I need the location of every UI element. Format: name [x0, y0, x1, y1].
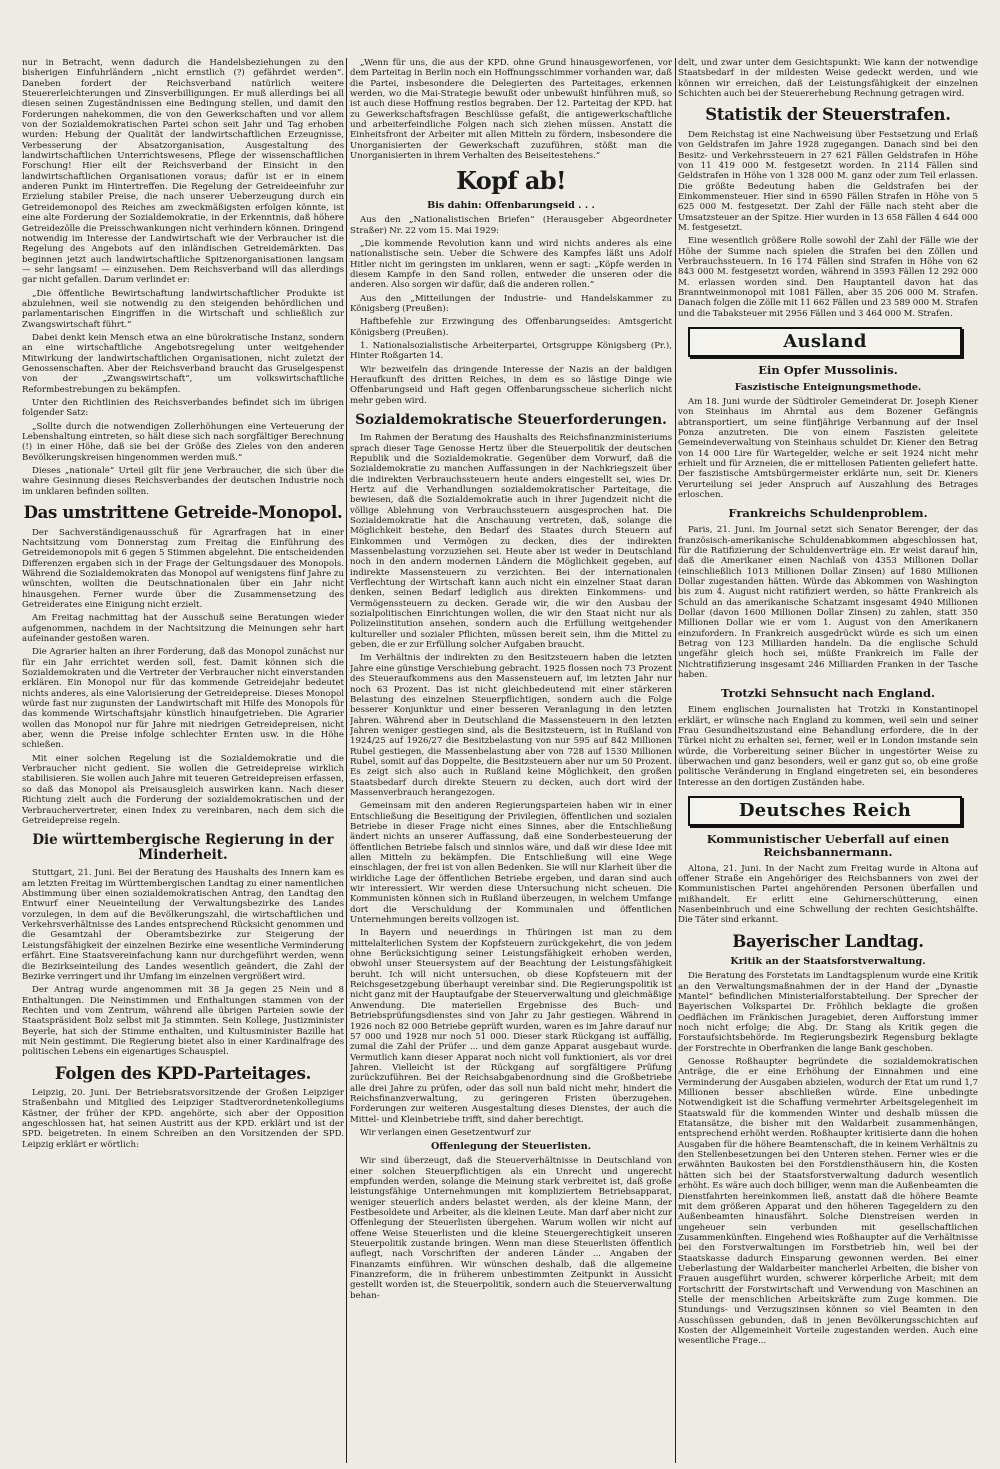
paragraph: In Bayern und neuerdings in Thüringen ist man zu dem mittelalterlichen System der Kopfsteuern zurückgekehrt, die von jedem ohne Berücksichtigung seiner Leistungsfähigkeit erhoben werden, obwohl unser Steuersystem auf der Beachtung der Leistungsfähigkeit beruht. Ich will nicht untersuchen, ob diese Kopfsteuern mit der Reichsgesetzgebung überhaupt vereinbar sind. Die Regierungspolitik ist nicht ganz mit der Hauptaufgabe der Steuerverwaltung und gleichmäßige Anwendung. Die materiellen Ergebnisse des Buch- und Betriebsprüfungsdienstes sind von Jahr zu Jahr gestiegen. Während in 1926 noch 82 000 Betriebe geprüft wurden, waren es im Jahre darauf nur 57 000 und 1928 nur noch 51 000. Dieser stark Rückgang ist auffällig, zumal die Zahl der Prüfer ... und dem ganze Apparat ausgebaut wurde. Vermutlich kann dieser Apparat noch nicht voll funktioniert, als vor drei Jahren. Vielleicht ist der Rückgang auf sorgfältigere Prüfung zurückzuführen. Bei der Reichsabgabenordnung sind die Großbetriebe alle drei Jahre zu prüfen, oder das soll nun bald nicht mehr, hindert die Reichsfinanzverwaltung, zu geringeren Fristen überzugehen. Forderungen zur weiteren Ausgestaltung dieses Dienstes, der auch die Mittel- und Kleinbetriebe trifft, sind daher berechtigt. — [350, 928, 672, 1125]
paragraph: delt, und zwar unter dem Gesichtspunkt: Wie kann der notwendige Staatsbedarf in der mildesten Weise gedeckt werden, und wie können wir erreichen, daß der Leistungsfähigkeit der einzelnen Schichten auch bei der Steuererhebung Rechnung getragen wird. — [678, 58, 978, 100]
headline-bayerischer-landtag: Bayerischer Landtag. — [732, 931, 924, 951]
headline-kopf-ab: Kopf ab! — [456, 166, 566, 196]
paragraph: Der Antrag wurde angenommen mit 38 Ja gegen 25 Nein und 8 Enthaltungen. Die Neinstimmen und Enthaltungen stammen von der Rechten und vom Zentrum, während alle übrigen Parteien sowie der Staatspräsident Bolz selbst mit Ja stimmten. Sein Kollege, Justizminister Beyerle, hat sich der Stimme enthalten, und Kultusminister Bazille hat mit Nein gestimmt. Die Regierung bietet also in einer Kardinalfrage des politischen Lebens ein eigenartiges Schauspiel. — [22, 985, 344, 1058]
section-box-deutsches-reich: Deutsches Reich — [688, 796, 962, 826]
headline-mussolini: Ein Opfer Mussolinis. — [758, 363, 898, 378]
paragraph: Wir bezweifeln das dringende Interesse der Nazis an der baldigen Heraufkunft des dritten Reiches, in dem es so lästige Dinge wie Offenbarungseid und Haft gegen Offenbarungsscheue sicherlich nicht mehr geben wird. — [350, 364, 672, 406]
column-rule — [346, 58, 347, 1463]
paragraph: Im Rahmen der Beratung des Haushalts des Reichsfinanzministeriums sprach dieser Tage Genosse Hertz über die Steuerpolitik der deutschen Republik und die Sozialdemokratie. Gegenüber dem Vorwurf, daß die Sozialdemokratie zu manchen Auffassungen in der Nachkriegszeit über die indirekten Verbrauchssteuern heute anders eingestellt sei, wies Dr. Hertz auf die Verhandlungen sozialdemokratischer Parteitage, die bewiesen, daß die Sozialdemokratie auch in ihrer Jugendzeit nicht die völlige Ablehnung von Verbrauchssteuern ausgesprochen hat. Die Sozialdemokratie hat die Anschauung vertreten, daß, solange die Möglichkeit bestehe, den Bedarf des Staates durch Steuern auf Einkommen und Vermögen zu decken, dies der indirekten Massenbelastung vorzuziehen sei. Heute aber ist weder in Deutschland noch in den andern modernen Ländern die Möglichkeit gegeben, auf indirekte Massensteuern zu verzichten. Bei der internationalen Verflechtung der Wirtschaft kann auch nicht ein einzelner Staat daran denken, seinen Bedarf lediglich aus direkten Einkommens- und Vermögenssteuern zu decken. Gerade wir, die wir den Ausbau der sozialpolitischen Einrichtungen wollen, die wir den Staat nicht nur als Polizeiinstitution ansehen, sondern auch die Erfüllung weitgehender kultureller und sozialer Pflichten, müssen bereit sein, ihm die Mittel zu geben, die er zur Erfüllung solcher Aufgaben braucht. — [350, 433, 672, 651]
paragraph: Die Agrarier halten an ihrer Forderung, daß das Monopol zunächst nur für ein Jahr errichtet werden soll, fest. Damit können sich die Sozialdemokraten und die Vertreter der Verbraucher nicht einverstanden erklären. Ein Monopol nur für das kommende Getreidejahr bedeutet nichts anderes, als eine Valorisierung der Getreidepreise. Dieses Monopol würde fast nur zugunsten der Landwirtschaft mit Hilfe des Monopols für das kommende Wirtschaftsjahr künstlich hinaufgetrieben. Die Agrarier wollen das Monopol nur für Jahre mit niedrigen Getreidepreisen, nicht aber, wenn die Preise infolge schlechter Ernten usw. in die Höhe schießen. — [22, 647, 344, 751]
paragraph: Wir sind überzeugt, daß die Steuerverhältnisse in Deutschland von einer solchen Steuerpflichtigen als ein Unrecht und ungerecht empfunden werden, solange die Meinung stark verbreitet ist, daß große leistungsfähige Unternehmungen mit kompliziertem Betriebsapparat, weniger steuerlich anders belastet werden, als der kleine Mann, der Festbesoldete und Arbeiter, als die kleinen Leute. Man darf aber nicht zur Offenlegung der Steuerlisten übergehen. Warum wollen wir nicht auf offene Weise Steuerlisten und die kleine Steuergerechtigkeit unseren Steuerpolitik zustande bringen. Wenn man diese Steuerlisten öffentlich auflegt, nach Vorschriften der anderen Länder ... Angaben der Finanzamts einführen. Wir wünschen deshalb, daß die allgemeine Finanzreform, die in früherem unbestimmten Zeitpunkt in Aussicht gestellt worden ist, die Steuerpolitik, sondern auch die Steuerverwaltung behan- — [350, 1156, 672, 1301]
paragraph: Die Beratung des Forstetats im Landtagsplenum wurde eine Kritik an den Verwaltungsmaßnahmen der in der Hand der „Dynastie Mantel“ befindlichen Ministerialforstabteilung. Der Sprecher der Bayerischen Volkspartei Dr. Fröhlich beklagte die großen Oedflächen im Fränkischen Juragebiet, deren Aufforstung immer noch nicht erfolge; die Abg. Dr. Stang als Kritik gegen die Forstaufsichtsbehörde. Im Regierungsbezirk Regensburg beklagte der Forstrechte in Oberfranken die lange Bank geschoben. — [678, 971, 978, 1054]
paragraph: Dieses „nationale“ Urteil gilt für jene Verbraucher, die sich über die wahre Gesinnung dieses Reichsverbandes der deutschen Industrie noch im unklaren befinden sollten. — [22, 466, 344, 497]
subheadline-steuerlisten: Offenlegung der Steuerlisten. — [430, 1141, 592, 1153]
quote: „Sollte durch die notwendigen Zollerhöhungen eine Verteuerung der Lebenshaltung eintreten, so hält diese sich nach sorgfältiger Berechnung (!) in einer Höhe, daß sie bei der Größe des Zieles von den anderen Bevölkerungskreisen hingenommen werden muß.“ — [22, 421, 344, 463]
quote: „Die kommende Revolution kann und wird nichts anderes als eine nationalistische sein. Ueber die Schwere des Kampfes läßt uns Adolf Hitler nicht im geringsten im unklaren, wenn er sagt: „Köpfe werden in diesem Kampfe in den Sand rollen, entweder die unseren oder die anderen. Also sorgen wir dafür, daß die anderen rollen.“ — [350, 239, 672, 291]
paragraph: 1. Nationalsozialistische Arbeiterpartei, Ortsgruppe Königsberg (Pr.), Hinter Roßgarten 14. — [350, 341, 672, 362]
headline-steuerstrafen: Statistik der Steuerstrafen. — [705, 105, 951, 125]
paragraph: Leipzig, 20. Juni. Der Betriebsratsvorsitzende der Großen Leipziger Straßenbahn und Mitglied des Leipziger Stadtverordnetenkollegiums Kästner, der früher der KPD. angehörte, sich aber der Opposition angeschlossen hat, hat seinen Austritt aus der KPD. erklärt und ist der SPD. beigetreten. In einem Schreiben an den Vorsitzenden der SPD. Leipzig erklärt er wörtlich: — [22, 1088, 344, 1150]
paragraph: Am Freitag nachmittag hat der Ausschuß seine Beratungen wieder aufgenommen, nachdem in der Nachtsitzung die Meinungen sehr hart aufeinander gestoßen waren. — [22, 613, 344, 644]
quote: „Wenn für uns, die aus der KPD. ohne Grund hinausgeworfenen, vor dem Parteitag in Berlin noch ein Hoffnungsschimmer vorhanden war, daß die Partei, insbesondere die Delegierten des Parteitages, erkennen werden, wo die Mai-Strategie bewußt oder unbewußt hinführen muß, so ist auch diese Hoffnung restlos begraben. Der 12. Parteitag der KPD. hat zu Gewerkschaftsfragen Beschlüsse gefaßt, die antigewerkschaftliche und arbeiterfeindliche Folgen nach sich ziehen müssen. Anstatt die Einheitsfront der Arbeiter mit allen Mitteln zu fördern, insbesondere die Unorganisierten der Gewerkschaft zuzuführen, stößt man die Unorganisierten in ihrem Verhalten des Beiseitestehens.“ — [350, 58, 672, 162]
column-right — [678, 58, 978, 1460]
paragraph: Dabei denkt kein Mensch etwa an eine bürokratische Instanz, sondern an eine wirtschaftliche Angebotsregelung unter weitgehender Mitwirkung der landwirtschaftlichen Organisationen, nicht zuletzt der Genossenschaften. Aber der Reichsverband braucht das Gruselgespenst von der „Zwangswirtschaft“, um volkswirtschaftliche Reformbestrebungen zu bekämpfen. — [22, 332, 344, 395]
column-middle — [350, 58, 672, 1460]
headline-getreide-monopol: Das umstrittene Getreide-Monopol. — [23, 503, 343, 523]
paragraph: Gemeinsam mit den anderen Regierungsparteien haben wir in einer Entschließung die Beseitigung der Privilegien, öffentlichen und sozialen Betriebe in dieser Frage nicht eines Sinnes, aber die Entschließung ändert nichts an unserer Auffassung, daß eine Sonderbesteuerung der öffentlichen Betriebe falsch und sinnlos wäre, und daß wir diese Idee mit allen Mitteln zu bekämpfen. Die Entschließung will eine Wege einschlagen, der frei ist von allen Bedenken. Sie will nur Klarheit über die wirkliche Lage der öffentlichen Betriebe ergeben, und daran sind auch wir interessiert. Wir werden diese Untersuchung nicht scheuen. Die Kommunisten können sich in Rußland überzeugen, in welchem Umfange dort die Verschuldung der Kommunalen und öffentlichen Unternehmungen bereits vollzogen ist. — [350, 801, 672, 926]
paragraph: Einem englischen Journalisten hat Trotzki in Konstantinopel erklärt, er wünsche nach England zu kommen, weil sein und seiner Frau Gesundheitszustand eine Behandlung erfordere, die in der Türkei nicht zu erhalten sei, ferner, weil er in London imstande sein würde, die Vorbereitung seiner Bücher in ungestörter Weise zu überwachen und ganz besonders, weil er ganz gut so, ob eine große politische Veränderung in England eingetreten sei, ein besonderes Interesse an den dortigen Zuständen habe. — [678, 705, 978, 788]
subheadline-offenbarungseid: Bis dahin: Offenbarungseid . . . — [427, 200, 595, 212]
headline-reichsbanner: Kommunistischer Ueberfall auf einen Reichsbannermann. — [706, 832, 950, 859]
paragraph: Wir verlangen einen Gesetzentwurf zur — [360, 1127, 531, 1138]
headline-frankreich: Frankreichs Schuldenproblem. — [728, 506, 928, 521]
section-box-ausland: Ausland — [688, 327, 962, 357]
paragraph: Unter den Richtlinien des Reichsverbandes befindet sich im übrigen folgender Satz: — [22, 398, 344, 419]
subheadline-forstverwaltung: Kritik an der Staatsforstverwaltung. — [730, 956, 926, 968]
paragraph: Genosse Roßhaupter begründete die sozialdemokratischen Anträge, die er eine Erhöhung der Einnahmen und eine Verminderung der Ausgaben abzielen, wodurch der Etat um rund 1,7 Millionen besser abschließen würde. Eine unbedingte Notwendigkeit ist die Schaffung vermehrter Arbeitsgelegenheit im Staatswald für die kommenden Winter und deshalb müssen die Etatansätze, die bisher mit den Waldarbeit zusammenhängen, entsprechend erhöht werden. Roßhaupter kritisierte dann die hohen Ausgaben für die höhere Beamtenschaft, die in keinem Verhältnis zu den Stellenbesetzungen bei den Unteren stehen. Ferner wies er die erwähnten Baukosten bei den Forstdiensthäusern hin, die Kosten hätten sich bei der Staatsforstverwaltung dadurch wesentlich erhöht. Es wäre auch doch billiger, wenn man die Außenbeamten die Dienstfahrten hereinkommen ließ, anstatt daß die höhere Beamte mit dem größeren Apparat und den höheren Tagegeldern zu den Außenbeamten hinausfährt. Solche Dienstreisen werden in ungeheuer sein verbunden mit gesellschaftlichen Zusammenkünften. Eingehend wies Roßhaupter auf die Verhältnisse bei den Forstverwaltungen im Forstbetrieb hin, weil bei der Staatskasse dadurch Einsparung gewonnen werden. Bei einer Ueberlastung der Waldarbeiter mancherlei Arbeiten, die bisher von Frauen ausgeführt wurden, schwerer körperliche Arbeit; mit dem Fortschritt der Forstwirtschaft und Verwendung von Maschinen an Stelle der menschlichen Arbeitskräfte zum Zuge kommen. Die Stundungs- und Verzugszinsen können so viel Beamten in den Ausschüssen gebunden, daß in jenen Bevölkerungsschichten auf Kosten der Allgemeinheit Vorteile zugestanden werden. Auch eine wesentliche Frage... — [678, 1057, 978, 1347]
headline-steuerforderungen: Sozialdemokratische Steuerforderungen. — [355, 412, 667, 429]
subheadline-enteignung: Faszistische Enteignungsmethode. — [734, 381, 922, 393]
headline-trotzki: Trotzki Sehnsucht nach England. — [720, 686, 936, 701]
paragraph: Der Sachverständigenausschuß für Agrarfragen hat in einer Nachtsitzung vom Donnerstag zum Freitag die Einführung des Getreidemonopols mit 6 gegen 5 Stimmen abgelehnt. Die entscheidenden Differenzen ergaben sich in der Frage der Geltungsdauer des Monopols. Während die Sozialdemokraten das Monopol auf wenigstens fünf Jahre zu wünschten, wollten die Deutschnationalen über ein Jahr nicht hinausgehen. Ferner wurde über die Zusammensetzung des Getreiderates eine Einigung nicht erzielt. — [22, 527, 344, 610]
column-left — [22, 58, 344, 1460]
paragraph: Haftbefehle zur Erzwingung des Offenbarungseides: Amtsgericht Königsberg (Preußen). — [350, 317, 672, 338]
paragraph: Am 18. Juni wurde der Südtiroler Gemeinderat Dr. Joseph Kiener von Steinhaus im Ahrntal aus dem Bozener Gefängnis abtransportiert, um seine fünfjährige Verbannung auf der Insel Ponza anzutreten. Die von einem Faszisten geleitete Gemeindeverwaltung von Steinhaus schuldet Dr. Kiener den Betrag von 14 000 Lire für Wartegelder, welche er seit 1924 nicht mehr erhielt und für Arzneien, die er mittellosen Patienten geliefert hatte. Der faszistische Amtsbürgermeister erklärte nun, seit Dr. Kieners Verurteilung sei jeder Anspruch auf Auszahlung des Betrages erloschen. — [678, 396, 978, 500]
paragraph: Aus den „Mitteilungen der Industrie- und Handelskammer zu Königsberg (Preußen): — [350, 293, 672, 315]
paragraph: Altona, 21. Juni. In der Nacht zum Freitag wurde in Altona auf offener Straße ein Angehöriger des Reichsbanners von zwei der Kommunistischen Partei angehörenden Personen überfallen und mißhandelt. Er erlitt eine Gehirnerschütterung, einen Nasenbeinbruch und eine Schwellung der rechten Gesichtshälfte. Die Täter sind erkannt. — [678, 863, 978, 926]
paragraph: Dem Reichstag ist eine Nachweisung über Festsetzung und Erlaß von Geldstrafen im Jahre 1928 zugegangen. Danach sind bei den Besitz- und Verkehrssteuern in 27 621 Fällen Geldstrafen in Höhe von 11 419 000 M. festgesetzt worden. In 2114 Fällen sind Geldstrafen in Höhe von 1 328 000 M. ganz oder zum Teil erlassen. Die größte Bedeutung haben die Geldstrafen bei der Einkommensteuer. Hier sind in 6590 Fällen Strafen in Höhe von 5 625 000 M. festgesetzt. Der Zahl der Fälle nach steht aber die Umsatzsteuer an der Spitze. Hier wurden in 13 658 Fällen 4 644 000 M. festgesetzt. — [678, 129, 978, 233]
paragraph: nur in Betracht, wenn dadurch die Handelsbeziehungen zu den bisherigen Einfuhrländern „nicht ernstlich (?) gefährdet werden“. Daneben fordert der Reichsverband natürlich weitere Steuererleichterungen und Zinsverbilligungen. Er muß allerdings bei all diesen seinen Zugeständnissen eine Bedingung stellen, und damit den Forderungen nahekommen, die von den Gewerkschaften und vor allem von der Sozialdemokratischen Partei schon seit Jahr und Tag erhoben wurden: Hebung der Qualität der landwirtschaftlichen Erzeugnisse, Verbesserung der Absatzorganisation, Ausgestaltung des landwirtschaftlichen Unterrichtswesens, Pflege der wissenschaftlichen Forschung! Hier eilt der Reichsverband der Einsicht in den landwirtschaftlichen Organisationen voraus; dafür ist er in einem anderen Punkt im Hintertreffen. Die Regelung der Getreideeinfuhr zur Erzielung stabiler Preise, die nach unserer Ueberzeugung durch ein Getreidemonopol des Reiches am zweckmäßigsten erfolgen könnte, ist eine alte Forderung der Sozialdemokratie, in der Erkenntnis, daß höhere Getreidezölle die Preisschwankungen nicht verhindern können. Dringend notwendig im Interesse der Landwirtschaft wie der Verbraucher ist die Regelung des Angebots auf den inländischen Getreidemärkten. Das beginnen jetzt auch landwirtschaftliche Spitzenorganisationen langsam — sehr langsam! — einzusehen. Dem Reichsverband will das allerdings gar nicht gefallen. Darum verlindet er: — [22, 58, 344, 286]
quote: „Die öffentliche Bewirtschaftung landwirtschaftlicher Produkte ist abzulehnen, weil sie notwendig zu den steigenden behördlichen und parlamentarischen Eingriffen in die Wirtschaft und schließlich zur Zwangswirtschaft führt.“ — [22, 288, 344, 330]
paragraph: Stuttgart, 21. Juni. Bei der Beratung des Haushalts des Innern kam es am letzten Freitag im Württembergischen Landtag zu einer namentlichen Abstimmung über einen sozialdemokratischen Antrag, den Landtag den Entwurf einer Neueinteilung der Verwaltungsbezirke des Landes vorzulegen, in dem auf die Bevölkerungszahl, die wirtschaftlichen und Verkehrsverhältnisse des Landes entsprechend Rücksicht genommen und die Gesamtzahl der Oberamtsbezirke zur Steigerung der Leistungsfähigkeit der einzelnen Bezirke eine wesentliche Verminderung erfährt. Eine Staatsvereinfachung kann nur durchgeführt werden, wenn die Bezirkseinteilung des Landes wesentlich geändert, die Zahl der Bezirke verringert und ihr Umfang im einzelnen vergrößert wird. — [22, 868, 344, 982]
column-rule — [675, 58, 676, 1463]
paragraph: Mit einer solchen Regelung ist die Sozialdemokratie und die Verbraucher nicht gedient. Sie wollen die Getreidepreise wirklich stabilisieren. Sie wollen auch Jahre mit teueren Getreidepreisen erfassen, so daß das Monopol als Preisausgleich auswirken kann. Nach dieser Richtung zielt auch die Forderung der sozialdemokratischen und der Verbrauchervertreter, einen Index zu vereinbaren, nach dem sich die Getreidepreise regeln. — [22, 753, 344, 826]
paragraph: Aus den „Nationalistischen Briefen“ (Herausgeber Abgeordneter Straßer) Nr. 22 vom 15. Mai 1929: — [350, 215, 672, 236]
paragraph: Eine wesentlich größere Rolle sowohl der Zahl der Fälle wie der Höhe der Summe nach spielen die Strafen bei den Zöllen und Verbrauchssteuern. In 16 174 Fällen sind Strafen in Höhe von 62 843 000 M. festgesetzt worden, während in 3593 Fällen 12 292 000 M. erlassen worden sind. Den Hauptanteil davon hat das Branntweinmonopol mit 1081 Fällen, aber 35 206 000 M. Strafen. Danach folgen die Zölle mit 11 662 Fällen und 23 589 000 M. Strafen und die Tabaksteuer mit 2956 Fällen und 3 464 000 M. Strafen. — [678, 236, 978, 319]
headline-kpd-parteitag: Folgen des KPD-Parteitages. — [54, 1063, 312, 1083]
paragraph: Paris, 21. Juni. Im Journal setzt sich Senator Berenger, der das französisch-amerikanische Schuldenabkommen abgeschlossen hat, für die Ratifizierung der Schuldenverträge ein. Er weist darauf hin, daß die Amerikaner einen Nachlaß von 4353 Millionen Dollar (einschließlich 1013 Millionen Dollar Zinsen) auf 1680 Millionen Dollar zugestanden hätten. Würde das Abkommen von Washington bis zum 4. August nicht ratifiziert werden, so hätte Frankreich als Schuld an das amerikanische Schatzamt insgesamt 4940 Millionen Dollar (davon 1600 Millionen Dollar Zinsen) zu zahlen, statt 350 Millionen Dollar wie er vom 1. August von den Amerikanern einzufordern. In Frankreich ausgedrückt würde es sich um einen Betrag von 123 Milliarden handeln. Da die englische Schuld ungefähr gleich hoch sei, müßte Frankreich im Falle der Nichtratifizierung insgesamt 246 Milliarden Franken in der Tasche haben. — [678, 525, 978, 681]
paragraph: Im Verhältnis der indirekten zu den Besitzsteuern haben die letzten Jahre eine günstige Verschiebung gebracht. 1925 flossen noch 73 Prozent des Steueraufkommens aus den Massensteuern auf, im letzten Jahr nur noch 63 Prozent. Das ist nicht gleichbedeutend mit einer stärkeren Belastung des einzelnen Steuerpflichtigen, sondern auch die Folge besserer Konjunktur und einer besseren Veranlagung in den letzten Jahren. Während aber in Deutschland die Massensteuern in den letzten Jahren weniger gestiegen sind, als die Besitzsteuern, ist in Rußland von 1924/25 auf 1926/27 die Besitzbelastung von nur 595 auf 842 Millionen Rubel gestiegen, die Massenbelastung aber von 728 auf 1530 Millionen Rubel, somit auf das Doppelte, die Besitzsteuern aber nur um 50 Prozent. Es zeigt sich also auch in Rußland keine Möglichkeit, den großen Staatsbedarf durch direkte Steuern zu decken, auch dort wird der Massenverbrauch herangezogen. — [350, 653, 672, 798]
headline-wuerttemberg: Die württembergische Regierung in der Minderheit. — [32, 832, 334, 864]
